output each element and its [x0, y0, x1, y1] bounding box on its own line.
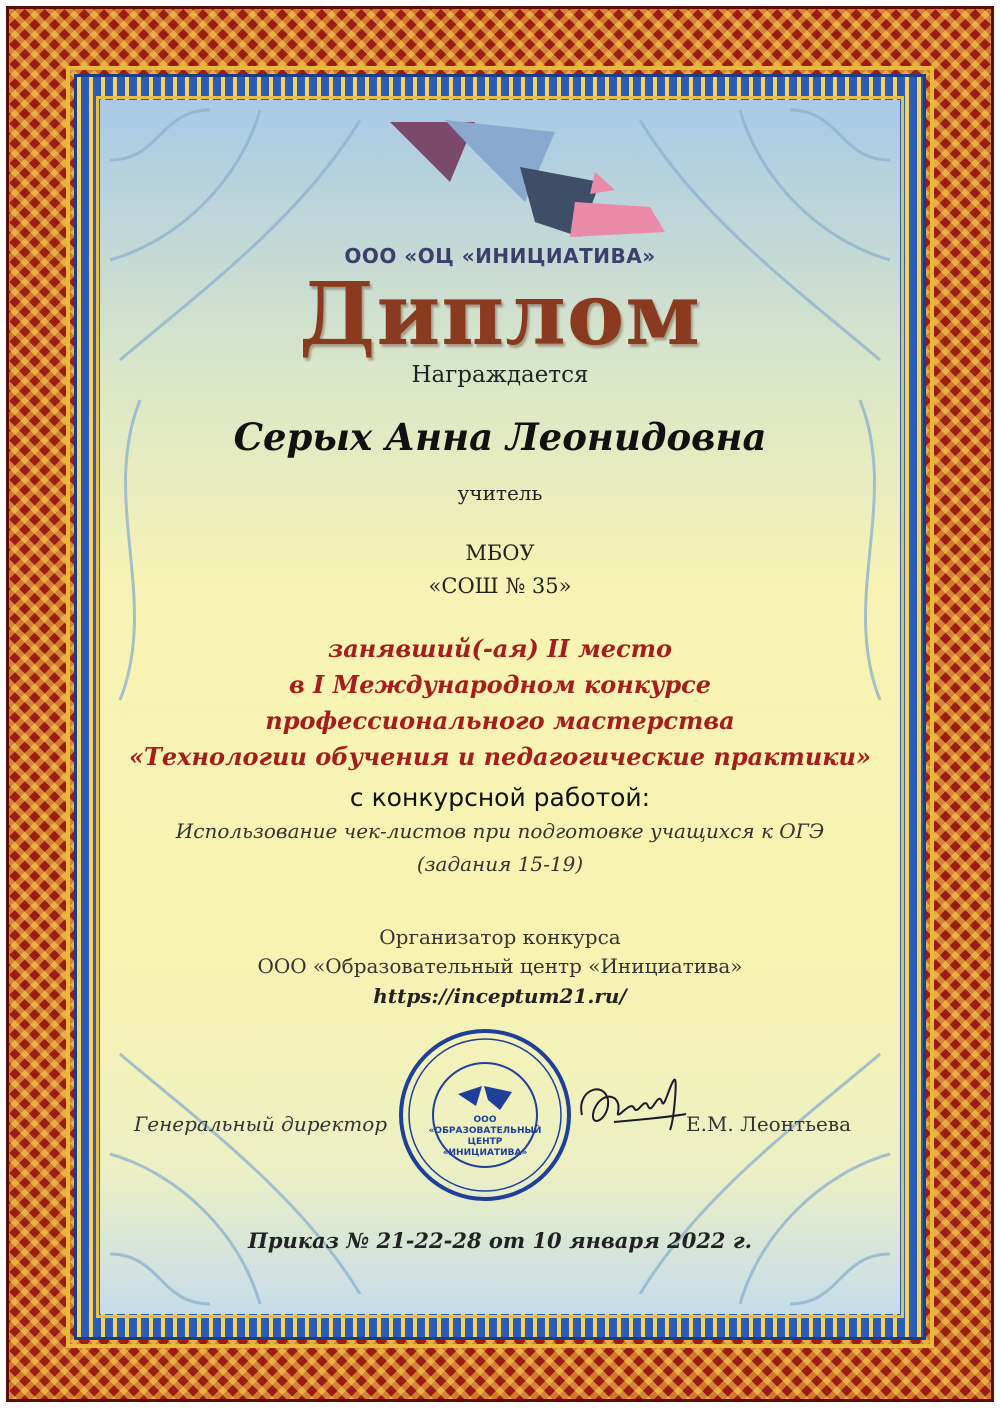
- official-stamp: [396, 1026, 574, 1204]
- stamp-center-line-2: «ОБРАЗОВАТЕЛЬНЫЙ: [428, 1126, 542, 1136]
- work-title-line-2: (задания 15-19): [416, 852, 584, 876]
- organizer-url: https://inceptum21.ru/: [373, 984, 627, 1008]
- contest-line-3: «Технологии обучения и педагогические практики»: [129, 742, 871, 771]
- director-title: Генеральный директор: [134, 1112, 388, 1136]
- contest-line-2: профессионального мастерства: [265, 706, 735, 735]
- work-label: с конкурсной работой:: [349, 783, 651, 812]
- organizer-name: ООО «Образовательный центр «Инициатива»: [257, 954, 743, 978]
- diploma-title: Диплом: [299, 264, 701, 365]
- recipient-name: Серых Анна Леонидовна: [233, 415, 767, 459]
- stamp-center-line-3: ЦЕНТР: [467, 1137, 503, 1147]
- work-title-line-1: Использование чек-листов при подготовке учащихся к ОГЭ: [175, 819, 825, 843]
- order-line: Приказ № 21-22-28 от 10 января 2022 г.: [248, 1228, 752, 1253]
- stamp-logo-icon: [458, 1086, 512, 1110]
- contest-line-1: в I Международном конкурсе: [288, 670, 712, 699]
- director-name: Е.М. Леонтьева: [686, 1112, 852, 1136]
- awarded-label: Награждается: [411, 362, 589, 388]
- organization-name: ООО «ОЦ «ИНИЦИАТИВА»: [344, 244, 656, 268]
- place-line: занявший(-ая) II место: [327, 634, 673, 663]
- stamp-center-line-1: ООО: [473, 1115, 497, 1125]
- school-type: МБОУ: [465, 541, 535, 565]
- organizer-label: Организатор конкурса: [379, 925, 621, 949]
- organization-logo-icon: [385, 112, 665, 252]
- stamp-center-line-4: «ИНИЦИАТИВА»: [442, 1148, 528, 1158]
- recipient-position: учитель: [457, 481, 543, 505]
- school-name: «СОШ № 35»: [428, 574, 572, 598]
- handwritten-signature: [574, 1060, 694, 1150]
